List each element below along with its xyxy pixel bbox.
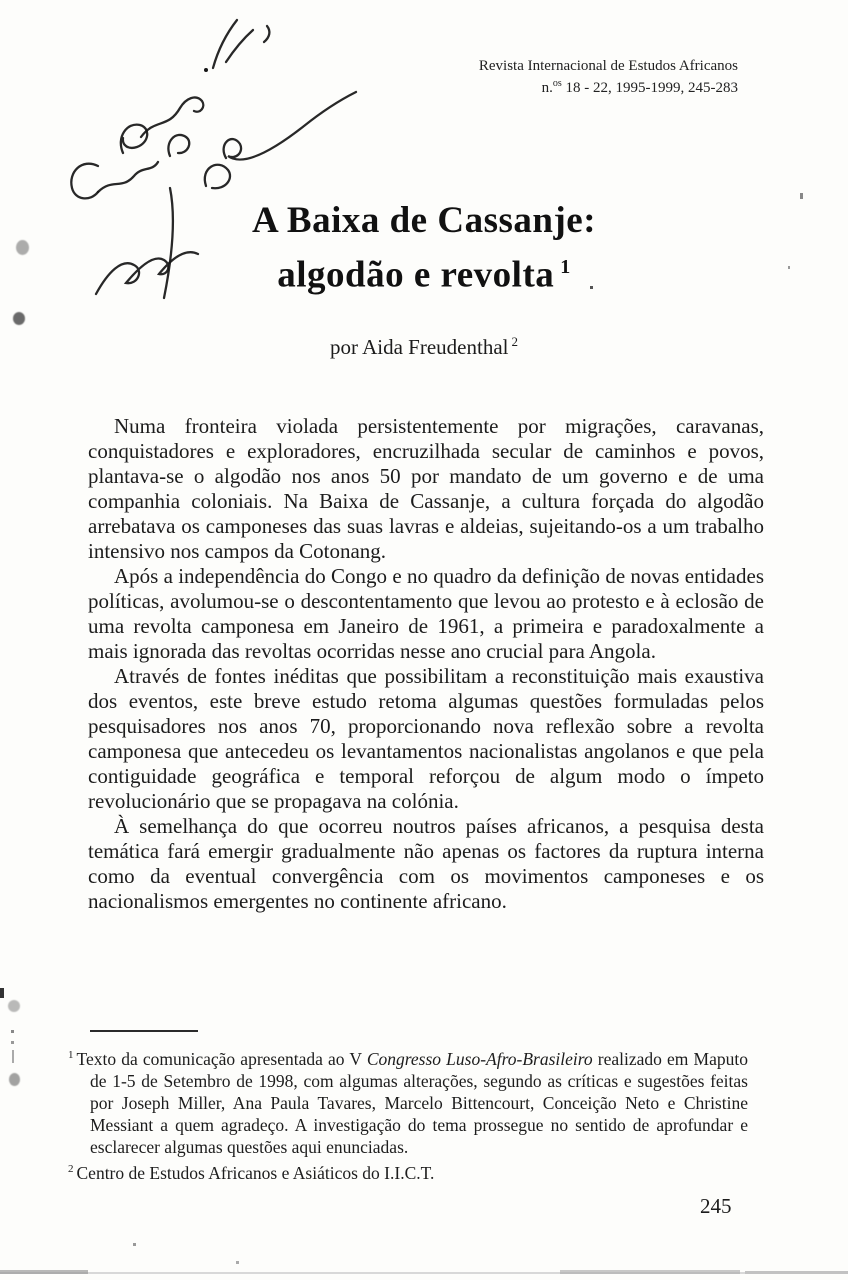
scan-artifact [11,1030,14,1033]
paragraph-3: Através de fontes inéditas que possibilitam a reconstituição mais exaustiva dos eventos, este breve estudo retoma algumas questões formuladas pelos pesquisadores nos anos 70, proporcionando nova reflexão sobre a revolta camponesa que antecedeu os levantamentos nacionalistas angolanos e que pela contiguidade geográfica e temporal reforçou de algum modo o ímpeto revolucionário que se propagava na colónia. [88,664,764,813]
paragraph-2: Após a independência do Congo e no quadro da definição de novas entidades políticas, avolumou-se o descontentamento que levou ao protesto e à eclosão de uma revolta camponesa em Janeiro de 1961, a primeira e paradoxalmente a mais ignorada das revoltas ocorridas nesse ano crucial para Angola. [88,564,764,663]
scan-artifact [8,1000,20,1012]
journal-header [479,57,738,97]
footnote-2: $^2$ Centro de Estudos Africanos e Asiáticos do I.I.C.T. [68,1162,435,1183]
footnote-2-marker: 2 [68,1162,74,1175]
title-line-2: algodão e revolta [277,254,555,296]
page-number: 245 [700,1194,732,1218]
footnote-separator [90,1030,198,1032]
scan-artifact [133,1243,136,1246]
article-body [88,414,764,914]
byline-text: por Aida Freudenthal [330,335,509,359]
article-title [0,198,848,298]
paragraph-1: Numa fronteira violada persistentemente por migrações, caravanas, conquistadores e exploradores, encruzilhada secular de caminhos e povos, plantava-se o algodão nos anos 50 por mandato de um governo e de uma companhia coloniais. Na Baixa de Cassanje, a cultura forçada do algodão arrebatava os camponeses das suas lavras e aldeias, sujeitando-os a um trabalho intensivo nos campos da Cotonang. [88,414,764,563]
scan-artifact [13,312,25,325]
footnotes [68,1044,748,1184]
title-line-1: A Baixa de Cassanje: [251,200,597,241]
byline [0,334,848,360]
scan-artifact [11,1041,14,1044]
footnote-1-marker: 1 [68,1049,74,1061]
scan-artifact [9,1073,20,1086]
byline-footnote-ref: 2 [511,334,518,349]
footnote-1: $^1$ Texto da comunicação apresentada ao V Congresso Luso-Afro-Brasileiro realizado em Maputo de 1-5 de Setembro de 1998, com algumas alterações, segundo as críticas e sugestões feitas por Joseph Miller, Ana Paula Tavares, Marcelo Bittencourt, Conceição Neto e Christine Messiant a quem agradeço. A investigação do tema prossegue no sentido de aprofundar e esclarecer algumas questões aqui enunciadas. [68,1048,748,1157]
title-footnote-ref: 1 [560,256,571,278]
scan-edge [0,1270,88,1274]
journal-title: Revista Internacional de Estudos Africanos [478,58,738,74]
scan-edge [745,1271,848,1274]
scan-artifact [12,1050,14,1063]
scan-artifact [0,988,4,998]
footnote-1-italic: Congresso Luso-Afro-Brasileiro [366,1048,593,1069]
issue-superscript: os [552,78,562,89]
scan-artifact [236,1261,239,1264]
scan-edge [0,1272,848,1274]
scan-edge [560,1270,740,1274]
journal-issue: n.$^{os}$ 18 - 22, 1995-1999, 245-283 [541,78,738,96]
paragraph-4: À semelhança do que ocorreu noutros países africanos, a pesquisa desta temática fará emergir gradualmente não apenas os factores da ruptura interna como da eventual convergência com os movimentos camponeses e os nacionalismos emergentes no continente africano. [88,814,764,913]
